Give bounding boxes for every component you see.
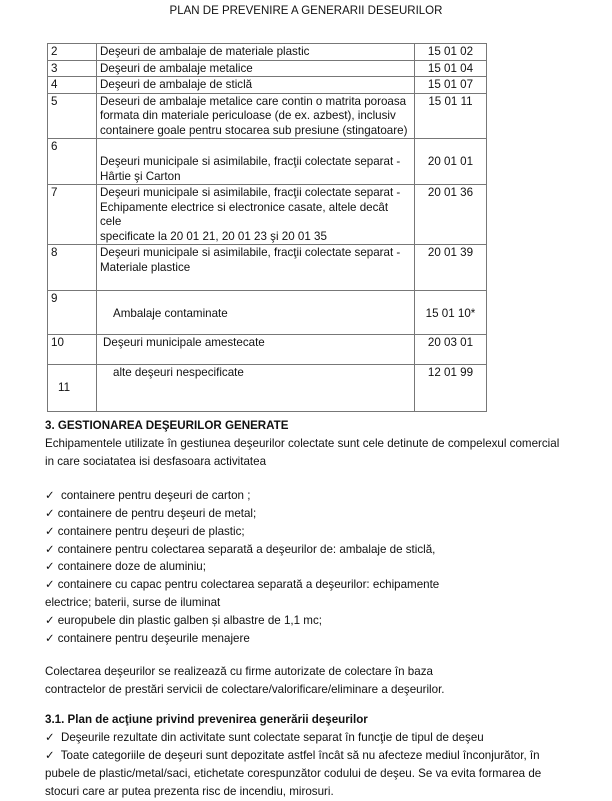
check-icon: ✓	[45, 749, 55, 762]
paragraph-line-text: contractelor de prestări servicii de colectare/valorificare/eliminare a deşeurilor.	[45, 683, 445, 696]
checklist-item	[45, 558, 206, 576]
checklist-item	[45, 505, 256, 523]
check-icon: ✓	[45, 543, 55, 556]
checklist-item	[45, 576, 439, 594]
row-description	[97, 44, 415, 61]
checklist-item-text: containere cu capac pentru colectarea separată a deşeurilor: echipamente	[57, 578, 440, 591]
row-number: 11	[48, 365, 97, 412]
paragraph-line	[45, 663, 433, 681]
paragraph-line	[45, 783, 334, 801]
row-number: 4	[48, 77, 97, 94]
section-heading-text: 3.1. Plan de acţiune privind prevenirea generării deşeurilor	[45, 713, 368, 726]
paragraph-line-text: Echipamentele utilizate în gestiunea deşeurilor colectate sunt cele detinute de compelexul comercial	[45, 437, 560, 450]
checklist-item	[45, 729, 484, 747]
row-number: 5	[48, 93, 97, 139]
checklist-item-text: Deşeurile rezultate din activitate sunt colectate separat în funcţie de tipul de deşeu	[57, 731, 484, 744]
checklist-item-continuation	[45, 594, 220, 612]
waste-code: 15 01 02	[415, 44, 487, 61]
table-row	[48, 335, 487, 365]
row-description	[97, 139, 415, 185]
description-line: Hârtie şi Carton	[100, 169, 181, 183]
description-line: containere goale pentru stocarea sub presiune (stingatoare)	[100, 123, 408, 137]
checklist-item-text: containere pentru deşeuri de plastic;	[57, 525, 245, 538]
waste-code: 20 01 39	[415, 245, 487, 291]
row-description	[97, 245, 415, 291]
row-description	[97, 60, 415, 77]
section-heading	[45, 417, 289, 435]
table-row	[48, 93, 487, 139]
checklist-item-text: containere pentru deşeuri de carton ;	[57, 489, 251, 502]
row-number: 7	[48, 185, 97, 245]
checklist-item-text: europubele din plastic galben și albastre de 1,1 mc;	[57, 614, 322, 627]
description-line: Deşeuri de ambalaje metalice	[100, 61, 253, 75]
description-line: Deşeuri municipale si asimilabile, fracţii colectate separat -	[100, 246, 401, 259]
waste-code: 15 01 07	[415, 77, 487, 94]
waste-code: 12 01 99	[415, 365, 487, 412]
table-row	[48, 60, 487, 77]
check-icon: ✓	[45, 507, 55, 520]
row-description	[97, 291, 415, 335]
description-line: Ambalaje contaminate	[113, 307, 228, 320]
paragraph-line	[45, 765, 541, 783]
description-line: Deşeuri municipale si asimilabile, fracţii colectate separat -	[100, 186, 401, 199]
checklist-item	[45, 630, 250, 648]
check-icon: ✓	[45, 560, 55, 573]
checklist-item	[45, 541, 435, 559]
checklist-item-text: containere doze de aluminiu;	[57, 560, 206, 573]
page-title: PLAN DE PREVENIRE A GENERARII DESEURILOR	[169, 5, 443, 17]
table-row	[48, 245, 487, 291]
paragraph-line-text: Colectarea deşeurilor se realizează cu firme autorizate de colectare în baza	[45, 665, 433, 678]
check-icon: ✓	[45, 525, 55, 538]
check-icon: ✓	[45, 731, 55, 744]
waste-code: 20 01 01	[415, 139, 487, 185]
checklist-item	[45, 612, 322, 630]
description-line: formata din materiale periculoase (de ex. azbest), inclusiv	[100, 109, 396, 122]
table-row	[48, 139, 487, 185]
paragraph-line-text: in care sociatatea isi desfasoara activitatea	[45, 455, 267, 468]
paragraph-line	[45, 453, 266, 471]
section-heading	[45, 711, 368, 729]
description-line: Deseuri de ambalaje metalice care contin o matrita poroasa	[100, 94, 407, 108]
waste-code: 20 01 36	[415, 185, 487, 245]
table-row	[48, 365, 487, 412]
paragraph-line-text: pubele de plastic/metal/saci, etichetate corespunzător codului de deşeu. Se va evita formarea de	[45, 767, 542, 780]
table-row	[48, 291, 487, 335]
description-line: Deşeuri de ambalaje de materiale plastic	[100, 45, 310, 58]
check-icon: ✓	[45, 489, 55, 502]
checklist-item	[45, 747, 540, 765]
check-icon: ✓	[45, 614, 55, 627]
check-icon: ✓	[45, 578, 55, 591]
description-line: Deşeuri municipale amestecate	[103, 336, 265, 349]
row-description	[97, 77, 415, 94]
paragraph-line-text: stocuri care ar putea prezenta risc de incendiu, mirosuri.	[45, 785, 334, 798]
row-description	[97, 93, 415, 139]
waste-table	[47, 43, 487, 412]
checklist-item-text: containere de pentru deşeuri de metal;	[57, 507, 257, 520]
description-line: alte deşeuri nespecificate	[113, 366, 244, 379]
description-line: Echipamente electrice si electronice casate, altele decât cele	[100, 200, 389, 228]
row-number: 9	[48, 291, 97, 335]
description-line: Deşeuri de ambalaje de sticlă	[100, 78, 253, 91]
checklist-item-text: containere pentru colectarea separată a deşeurilor de: ambalaje de sticlă,	[57, 543, 436, 556]
description-line: Deşeuri municipale si asimilabile, fracţii colectate separat -	[100, 155, 401, 168]
checklist-item-text: containere pentru deşeurile menajere	[57, 632, 250, 645]
row-number: 3	[48, 60, 97, 77]
checklist-item-continuation-text: electrice; baterii, surse de iluminat	[45, 596, 221, 609]
paragraph-line	[45, 681, 445, 699]
waste-code: 20 03 01	[415, 335, 487, 365]
row-number: 6	[48, 139, 97, 185]
row-description	[97, 185, 415, 245]
row-number: 10	[48, 335, 97, 365]
section-heading-text: 3. GESTIONAREA DEŞEURILOR GENERATE	[45, 419, 289, 432]
checklist-item	[45, 487, 250, 505]
waste-code: 15 01 11	[415, 93, 487, 139]
waste-code: 15 01 10*	[415, 291, 487, 335]
description-line: Materiale plastice	[100, 260, 191, 274]
paragraph-line	[45, 435, 559, 453]
description-line: specificate la 20 01 21, 20 01 23 şi 20 01 35	[100, 229, 327, 243]
checklist-item-text: Toate categoriile de deşeuri sunt depozitate astfel încât să nu afecteze mediul înconjurător, în	[57, 749, 540, 762]
row-number: 2	[48, 44, 97, 61]
table-row	[48, 44, 487, 61]
row-number: 8	[48, 245, 97, 291]
row-description	[97, 335, 415, 365]
row-description	[97, 365, 415, 412]
waste-code: 15 01 04	[415, 60, 487, 77]
table-row	[48, 77, 487, 94]
check-icon: ✓	[45, 632, 55, 645]
checklist-item	[45, 523, 245, 541]
table-row	[48, 185, 487, 245]
